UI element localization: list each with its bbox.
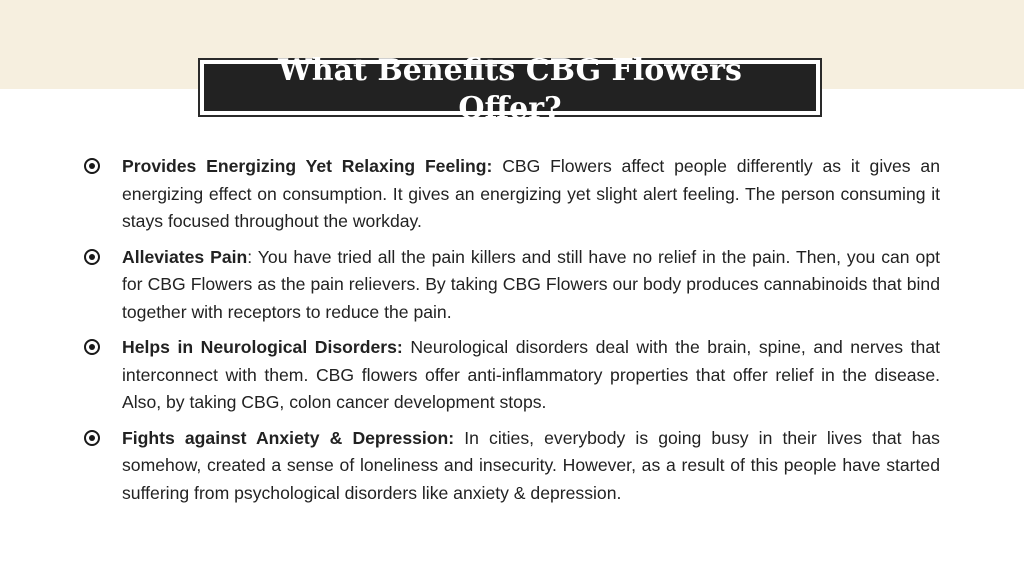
list-item xyxy=(84,244,940,327)
item-body: Neurological disorders deal with the brain, spine, and nerves that interconnect with them. CBG flowers offer anti-inflammatory properties that offer relief in the disease. Also, by taking CBG, colon cancer development stops. xyxy=(122,337,940,412)
item-title: Fights against Anxiety & Depression: xyxy=(122,427,455,448)
benefits-list xyxy=(84,153,940,515)
radio-bullet-icon xyxy=(84,249,100,265)
radio-bullet-icon xyxy=(84,430,100,446)
item-body: CBG Flowers affect people differently as it gives an energizing effect on consumption. It gives an energizing yet slight alert feeling. The person consuming it stays focused throughout the workday. xyxy=(122,156,940,231)
title-frame xyxy=(198,53,822,126)
radio-bullet-icon xyxy=(84,339,100,355)
list-item xyxy=(84,334,940,417)
list-item xyxy=(84,425,940,508)
list-item xyxy=(84,153,940,236)
item-body: In cities, everybody is going busy in their lives that has somehow, created a sense of loneliness and insecurity. However, as a result of this people have started suffering from psychological disorders like anxiety & depression. xyxy=(122,427,940,503)
item-title: Helps in Neurological Disorders: xyxy=(122,337,403,357)
item-title: Provides Energizing Yet Relaxing Feeling: xyxy=(122,156,493,176)
radio-bullet-icon xyxy=(84,158,100,174)
item-title: Alleviates Pain xyxy=(122,246,248,267)
item-body: : You have tried all the pain killers and still have no relief in the pain. Then, you can opt for CBG Flowers as the pain relievers. By taking CBG Flowers our body produces cannabinoids that bind together with receptors to reduce the pain. xyxy=(122,246,940,322)
title-box xyxy=(204,53,816,126)
slide-title: What Benefits CBG Flowers Offer? xyxy=(278,53,742,126)
